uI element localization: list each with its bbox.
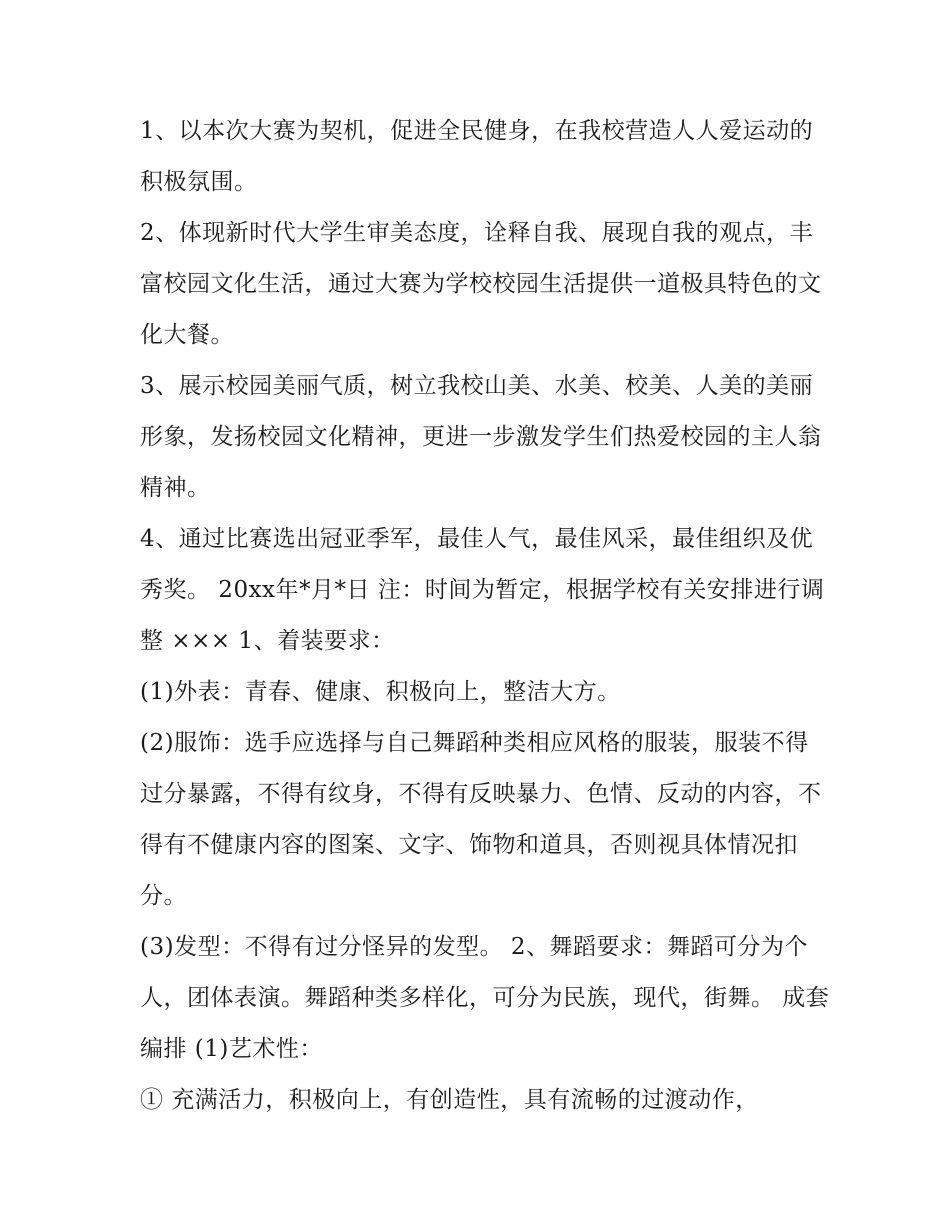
paragraph-5: (1)外表：青春、健康、积极向上，整洁大方。	[140, 679, 621, 705]
paragraph-7: (3)发型：不得有过分怪异的发型。 2、舞蹈要求：舞蹈可分为个人，团体表演。舞蹈种类多样化，可分为民族，现代，街舞。 成套编排 (1)艺术性：	[140, 934, 830, 1062]
document-body	[140, 106, 830, 1126]
paragraph-6: (2)服饰：选手应选择与自己舞蹈种类相应风格的服装，服装不得过分暴露，不得有纹身，不得有反映暴力、色情、反动的内容，不得有不健康内容的图案、文字、饰物和道具，否则视具体情况扣分。	[140, 730, 822, 909]
paragraph-3: 3、展示校园美丽气质，树立我校山美、水美、校美、人美的美丽形象，发扬校园文化精神，更进一步激发学生们热爱校园的主人翁精神。	[140, 373, 822, 501]
paragraph-4: 4、通过比赛选出冠亚季军，最佳人气，最佳风采，最佳组织及优秀奖。 20xx年*月*日 注：时间为暂定，根据学校有关安排进行调整 ××× 1、着装要求：	[140, 526, 825, 654]
paragraph-1: 1、以本次大赛为契机，促进全民健身，在我校营造人人爱运动的积极氛围。	[140, 118, 814, 195]
paragraph-2: 2、体现新时代大学生审美态度，诠释自我、展现自我的观点，丰富校园文化生活，通过大赛为学校校园生活提供一道极具特色的文化大餐。	[140, 220, 822, 348]
paragraph-8: ① 充满活力，积极向上，有创造性，具有流畅的过渡动作，	[140, 1087, 759, 1113]
